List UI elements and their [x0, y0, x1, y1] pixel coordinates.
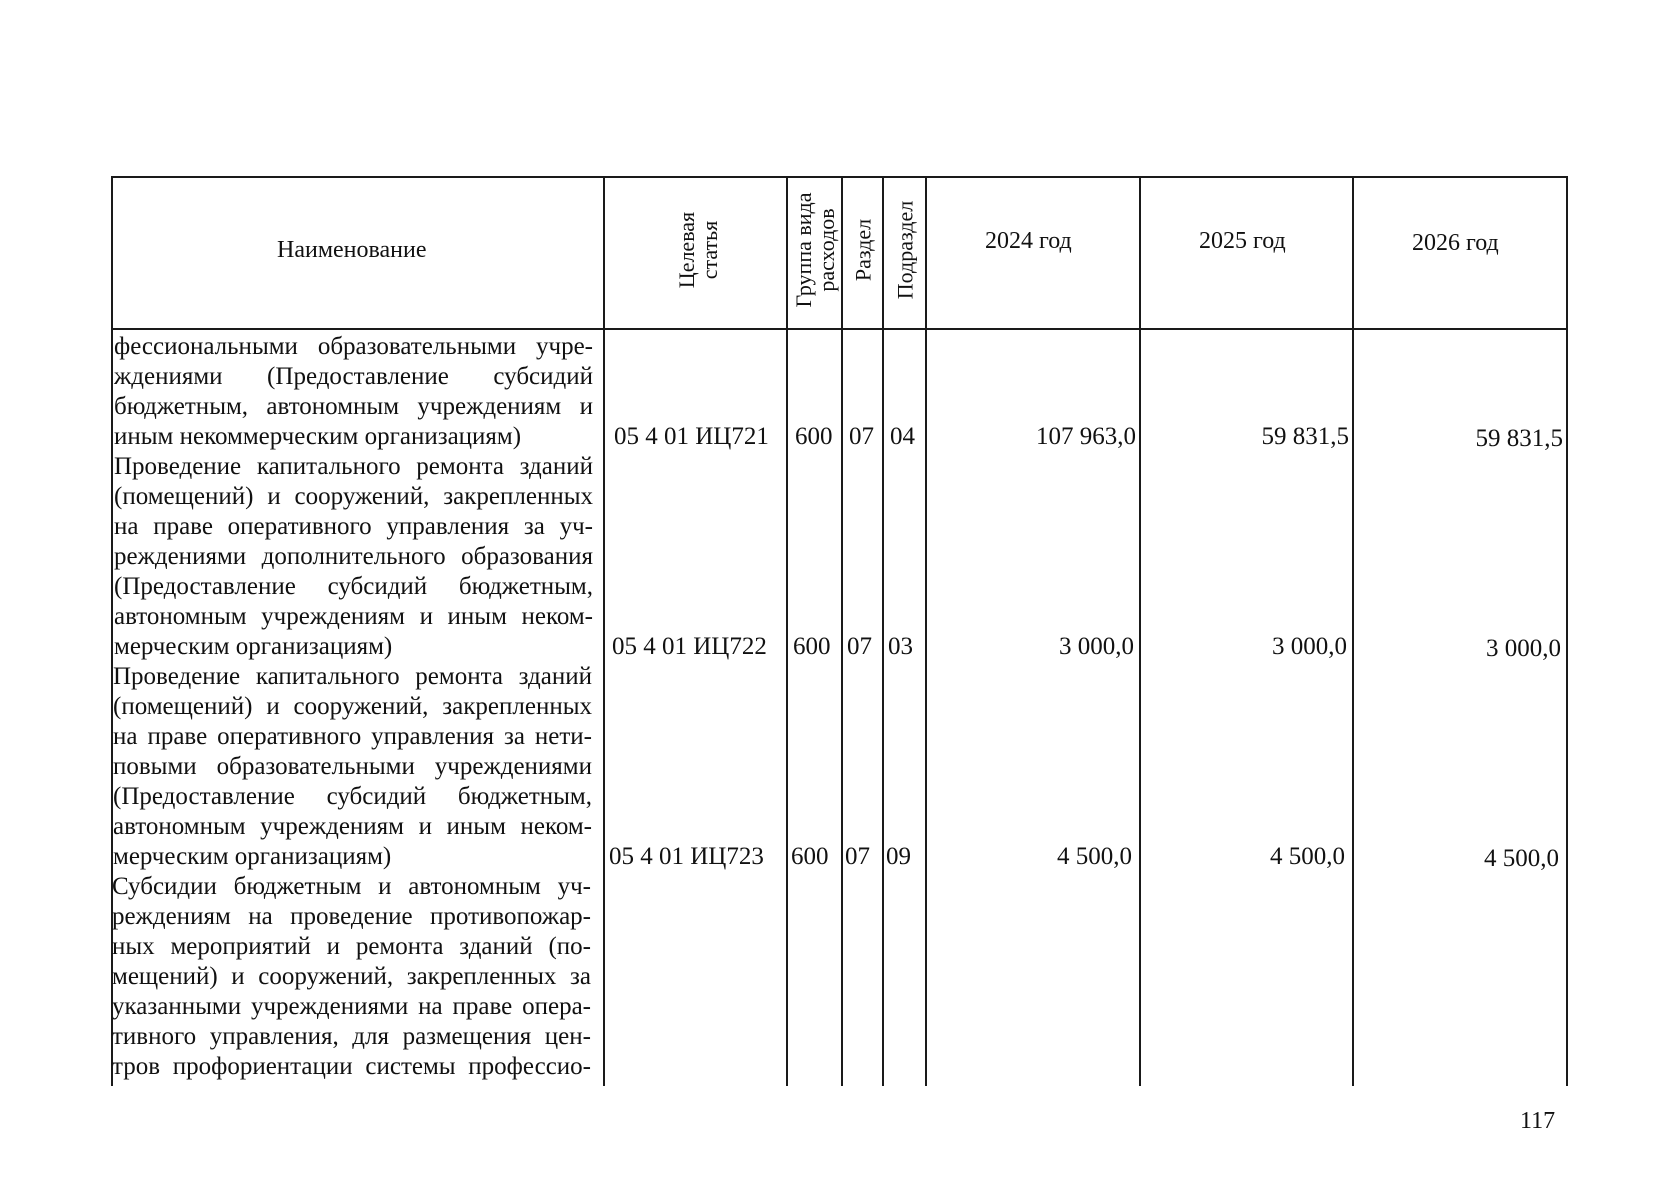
row-name-line: тивного управления, для размещения цен- [112, 1023, 591, 1050]
header-name: Наименование [277, 237, 427, 263]
row-value-2025: 3 000,0 [1272, 633, 1347, 660]
header-year-2025: 2025 год [1199, 228, 1286, 254]
row-section: 07 [845, 843, 870, 870]
row-name-line: фессиональными образовательными учре- [114, 333, 593, 360]
row-section: 07 [849, 423, 874, 450]
row-name-line: Проведение капитального ремонта зданий [114, 453, 593, 480]
row-group: 600 [793, 633, 831, 660]
header-year-2026: 2026 год [1412, 230, 1499, 256]
row-name-line: автономным учреждениям и иным неком- [114, 603, 593, 630]
row-name-line: (помещений) и сооружений, закрепленных [113, 693, 592, 720]
row-value-2026: 3 000,0 [1486, 635, 1561, 662]
header-section: Раздел [850, 218, 876, 282]
row-name-line: Субсидии бюджетным и автономным уч- [112, 873, 591, 900]
row-name-line: повыми образовательными учреждениями [113, 753, 592, 780]
row-name-line: (Предоставление субсидий бюджетным, [113, 783, 592, 810]
row-name-line: Проведение капитального ремонта зданий [113, 663, 592, 690]
row-name-line: (помещений) и сооружений, закрепленных [114, 483, 593, 510]
header-expense-group: Группа вида расходов [791, 192, 839, 308]
row-value-2024: 3 000,0 [1059, 633, 1134, 660]
row-name-line: мещений) и сооружений, закрепленных за [112, 963, 591, 990]
row-name-line: автономным учреждениям и иным неком- [113, 813, 592, 840]
row-value-2026: 59 831,5 [1475, 425, 1563, 452]
row-value-2025: 59 831,5 [1261, 423, 1349, 450]
row-name-line: тров профориентации системы профессио- [112, 1053, 591, 1080]
row-subsection: 09 [886, 843, 911, 870]
row-group: 600 [795, 423, 833, 450]
row-group: 600 [791, 843, 829, 870]
row-name-line: реждениями дополнительного образования [114, 543, 593, 570]
row-name-line: иным некоммерческим организациям) [114, 423, 522, 450]
row-value-2025: 4 500,0 [1270, 843, 1345, 870]
row-subsection: 04 [890, 423, 915, 450]
row-name-line: ных мероприятий и ремонта зданий (по- [112, 933, 591, 960]
row-value-2024: 107 963,0 [1036, 423, 1136, 450]
row-name-line: указанными учреждениями на праве опера- [112, 993, 591, 1020]
header-subsection: Подраздел [892, 200, 918, 300]
row-name-line: ждениями (Предоставление субсидий [114, 363, 593, 390]
row-name-line: мерческим организациям) [114, 633, 393, 660]
row-subsection: 03 [888, 633, 913, 660]
row-value-2024: 4 500,0 [1057, 843, 1132, 870]
row-article: 05 4 01 ИЦ721 [614, 423, 769, 450]
page-number: 117 [1520, 1108, 1556, 1134]
row-value-2026: 4 500,0 [1484, 845, 1559, 872]
header-year-2024: 2024 год [985, 228, 1072, 254]
row-section: 07 [847, 633, 872, 660]
row-name-line: реждениям на проведение противопожар- [112, 903, 591, 930]
row-name-line: бюджетным, автономным учреждениям и [114, 393, 593, 420]
header-target-article: Целевая статья [674, 211, 722, 289]
row-name-line: на праве оперативного управления за уч- [114, 513, 593, 540]
row-name-line: мерческим организациям) [113, 843, 392, 870]
row-name-line: на праве оперативного управления за нети- [113, 723, 592, 750]
row-article: 05 4 01 ИЦ723 [609, 843, 764, 870]
row-name-line: (Предоставление субсидий бюджетным, [114, 573, 593, 600]
row-article: 05 4 01 ИЦ722 [612, 633, 767, 660]
